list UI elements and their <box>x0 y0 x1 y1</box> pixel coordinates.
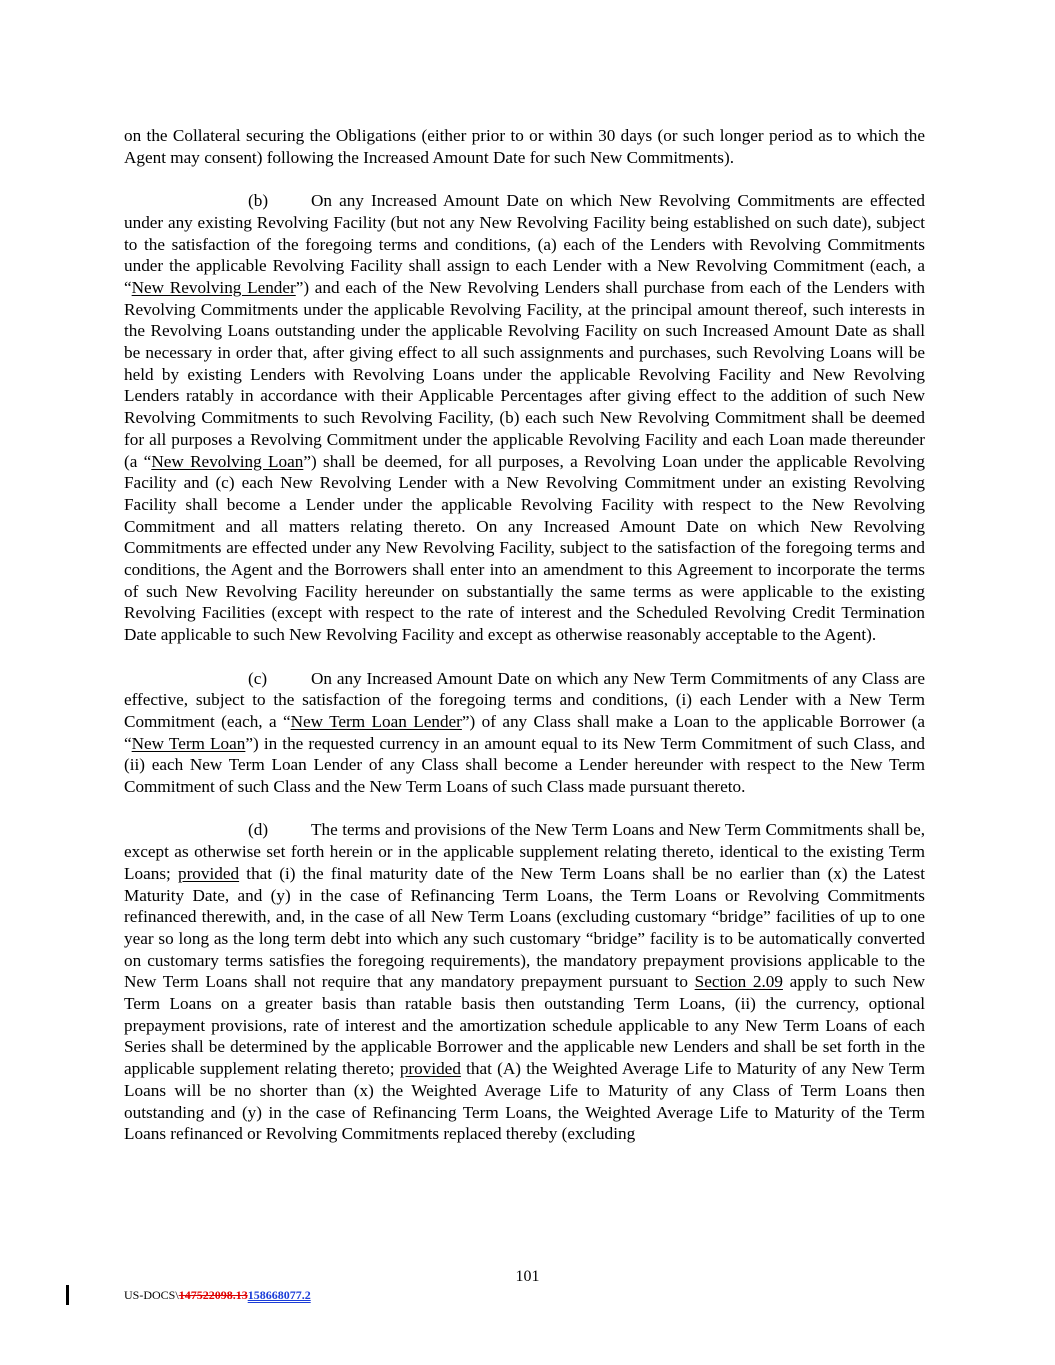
footer-deleted-id: 147522098.13 <box>178 1288 248 1302</box>
defined-term: New Term Loan <box>131 733 246 753</box>
defined-term: New Term Loan Lender <box>290 711 462 731</box>
paragraph-text: The terms and provisions of the New Term Loans and New Term Commitments shall be, except as otherwise set forth herein or in the applicable supplement relating thereto, identical to the existing Term Loans; <box>124 820 925 883</box>
paragraph-marker: (c) <box>248 668 268 688</box>
document-body <box>124 125 925 1167</box>
defined-term: New Revolving Lender <box>131 277 296 297</box>
paragraph-text: that (A) the Weighted Average Life to Maturity of any New Term Loans will be no shorter than (x) the Weighted Average Life to Maturity of any Class of Term Loans then outstanding and (y) in the case of Refinancing Term Loans, the Weighted Average Life to Maturity of the Term Loans refinanced or Revolving Commitments replaced thereby (excluding <box>124 1059 925 1144</box>
paragraph-text: ”) in the requested currency in an amount equal to its New Term Commitment of such Class, and (ii) each New Term Loan Lender of any Class shall become a Lender hereunder with respect to the New Term Commitment of such Class and the New Term Loans of such Class made pursuant thereto. <box>124 733 926 797</box>
paragraph-text: that (i) the final maturity date of the New Term Loans shall be no earlier than (x) the Latest Maturity Date, and (y) in the case of Refinancing Term Loans, the Term Loans or Revolving Commitments refinanced therewith, and, in the case of all New Term Loans (excluding customary “bridge” facilities of up to one year so long as the long term debt into which any such customary “bridge” facility is to be automatically converted on customary terms satisfies the foregoing requirements), the mandatory prepayment provisions applicable to the New Term Loans shall not require that any mandatory prepayment pursuant to <box>124 863 925 992</box>
paragraph-text: ”) and each of the New Revolving Lenders shall purchase from each of the Lenders with Revolving Commitments under the applicable Revolving Facility, at the principal amount thereof, such interests in the Revolving Loans outstanding under the applicable Revolving Facility on such Increased Amount Date as shall be necessary in order that, after giving effect to all such assignments and purchases, such Revolving Loans will be held by existing Lenders with Revolving Loans under the applicable Revolving Facility and New Revolving Lenders ratably in accordance with their Applicable Percentages after giving effect to the addition of such New Revolving Commitments to such Revolving Facility, (b) each such New Revolving Commitment shall be deemed for all purposes a Revolving Commitment under the applicable Revolving Facility and each Loan made thereunder (a “ <box>124 277 926 471</box>
paragraph-d <box>124 819 925 1145</box>
paragraph-text: ”) of any Class shall make a Loan to the applicable Borrower (a “ <box>124 711 925 753</box>
section-reference: Section 2.09 <box>694 972 783 992</box>
footer-inserted-id: 158668077.2 <box>247 1288 311 1302</box>
page-number: 101 <box>515 1268 540 1285</box>
paragraph-text: On any Increased Amount Date on which New Revolving Commitments are effected under any existing Revolving Facility (but not any New Revolving Facility being established on such date), subject to the satisfaction of the foregoing terms and conditions, (a) each of the Lenders with Revolving Commitments under the applicable Revolving Facility shall assign to each Lender with a New Revolving Commitment (each, a “ <box>124 191 925 297</box>
paragraph-text: On any Increased Amount Date on which any New Term Commitments of any Class are effective, subject to the satisfaction of the foregoing terms and conditions, (i) each Lender with a New Term Commitment (each, a “ <box>124 668 925 731</box>
revision-change-bar <box>66 1285 69 1305</box>
proviso-term: provided <box>399 1059 461 1079</box>
defined-term: New Revolving Loan <box>151 451 304 471</box>
footer-prefix: US-DOCS\ <box>124 1288 179 1302</box>
document-id-footer <box>124 1288 311 1303</box>
paragraph-text: apply to such New Term Loans on a greater basis than ratable basis then outstanding Term Loans, (ii) the currency, optional prepayment provisions, rate of interest and the amortization schedule applicable to any New Term Loans of each Series shall be determined by the applicable Borrower and the applicable new Lenders and shall be set forth in the applicable supplement relating thereto; <box>124 972 925 1079</box>
paragraph-continuation: on the Collateral securing the Obligations (either prior to or within 30 days (or such longer period as to which the Agent may consent) following the Increased Amount Date for such New Commitments). <box>124 126 925 167</box>
paragraph-b <box>124 190 925 646</box>
paragraph-marker: (b) <box>248 191 269 211</box>
paragraph-marker: (d) <box>248 820 269 840</box>
proviso-term: provided <box>177 863 240 883</box>
paragraph-text: ”) shall be deemed, for all purposes, a Revolving Loan under the applicable Revolving Facility and (c) each New Revolving Lender with a New Revolving Commitment under an existing Revolving Facility shall become a Lender under the applicable Revolving Facility with respect to the New Revolving Commitment and all matters relating thereto. On any Increased Amount Date on which New Revolving Commitments are effected under any New Revolving Facility, subject to the satisfaction of the foregoing terms and conditions, the Agent and the Borrowers shall enter into an amendment to this Agreement to incorporate the terms of such New Revolving Facility hereunder on substantially the same terms as were applicable to the existing Revolving Facilities (except with respect to the rate of interest and the Scheduled Revolving Credit Termination Date applicable to such New Revolving Facility and except as otherwise reasonably acceptable to the Agent). <box>124 451 925 645</box>
paragraph-c <box>124 668 925 798</box>
